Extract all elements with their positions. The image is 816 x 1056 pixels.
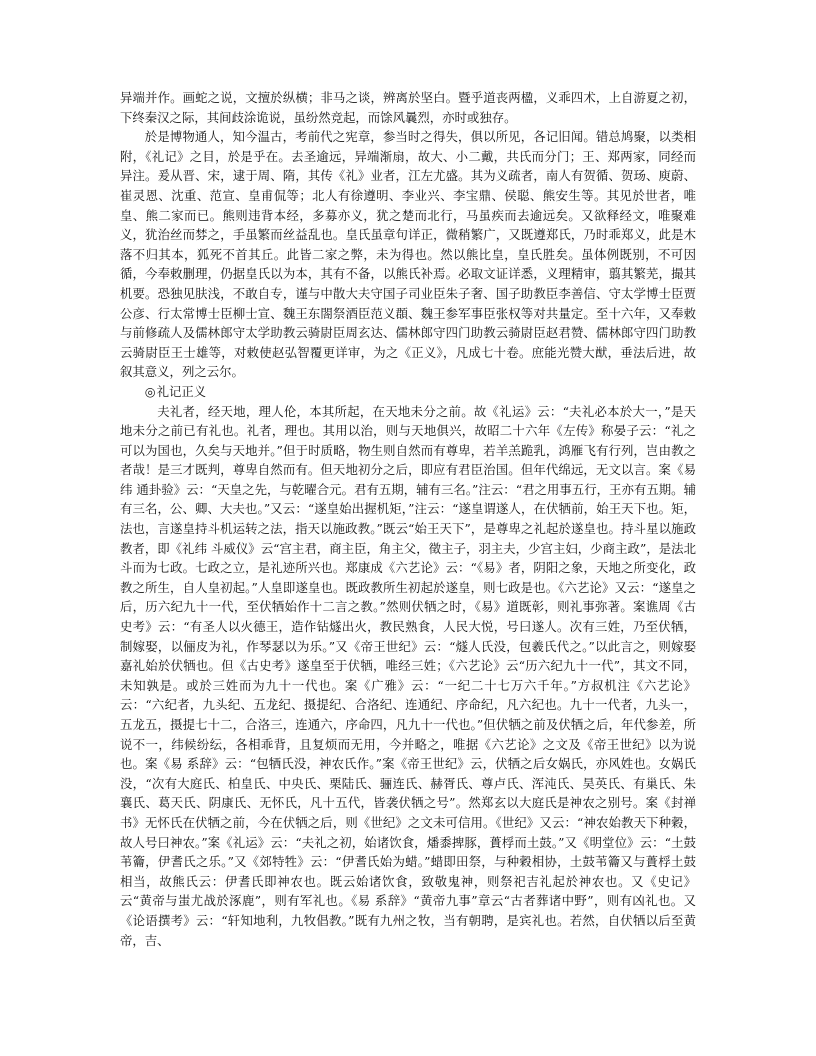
document-page <box>120 88 696 950</box>
paragraph-1: 异端并作。画蛇之说，文擅於纵横；非马之谈，辨离於坚白。暨乎道丧两楹，义乖四术，上自游夏之初，下终秦汉之际，其间歧涂诡说，虽纷然竞起，而馀风曩烈，亦时或独存。 <box>120 90 696 125</box>
paragraph-3: 夫礼者，经天地，理人伦，本其所起，在天地未分之前。故《礼运》云：“夫礼必本於大一，”是天地未分之前已有礼也。礼者，理也。其用以治，则与天地俱兴，故昭二十六年《左传》称晏子云：“礼之可以为国也，久矣与天地并。”但于时质略，物生则自然而有尊卑，若羊羔跪乳，鸿雁飞有行列，岂由教之者哉！是三才既判，尊卑自然而有。但天地初分之后，即应有君臣治国。但年代绵远，无文以言。案《易纬 通卦验》云：“天皇之先，与乾曜合元。君有五期，辅有三名。”注云：“君之用事五行，王亦有五期。辅有三名，公、卿、大夫也。”又云：“遂皇始出握机矩，”注云：“遂皇谓遂人，在伏牺前，始王天下也。矩，法也，言遂皇持斗机运转之法，指天以施政教。”既云“始王天下”，是尊卑之礼起於遂皇也。持斗星以施政教者，即《礼纬 斗威仪》云“宫主君，商主臣，角主父，徵主子，羽主夫，少宫主妇，少商主政”，是法北斗而为七政。七政之立，是礼迹所兴也。郑康成《六艺论》云：“《易》者，阴阳之象，天地之所变化，政教之所生，自人皇初起。”人皇即遂皇也。既政教所生初起於遂皇，则七政是也。《六艺论》又云：“遂皇之后，历六纪九十一代，至伏牺始作十二言之教。”然则伏牺之时，《易》道既彰，则礼事弥著。案谯周《古史考》云：“有圣人以火德王，造作钻燧出火，教民熟食，人民大悦，号曰遂人。次有三姓，乃至伏牺，制嫁娶，以俪皮为礼，作琴瑟以为乐。”又《帝王世纪》云：“燧人氏没，包羲氏代之。”以此言之，则嫁娶嘉礼始於伏牺也。但《古史考》遂皇至于伏牺，唯经三姓；《六艺论》云“历六纪九十一代”，其文不同，未知孰是。或於三姓而为九十一代也。案《广雅》云：“一纪二十七万六千年。”方叔机注《六艺论》云：“六纪者，九头纪、五龙纪、摄提纪、合洛纪、连通纪、序命纪，凡六纪也。九十一代者，九头一，五龙五，摄提七十二，合洛三，连通六，序命四，凡九十一代也。”但伏牺之前及伏牺之后，年代参差，所说不一，纬候纷纭，各相乖背，且复烦而无用，今并略之，唯据《六艺论》之文及《帝王世纪》以为说也。案《易 系辞》云：“包牺氏没，神农氏作。”案《帝王世纪》云，伏牺之后女娲氏，亦风姓也。女娲氏没，“次有大庭氏、柏皇氏、中央氏、栗陆氏、骊连氏、赫胥氏、尊卢氏、浑沌氏、昊英氏、有巢氏、朱襄氏、葛天氏、阴康氏、无怀氏，凡十五代，皆袭伏牺之号”。然郑玄以大庭氏是神农之别号。案《封禅书》无怀氏在伏牺之前，今在伏牺之后，则《世纪》之文未可信用。《世纪》又云：“神农始教天下种穀，故人号曰神农。”案《礼运》云：“夫礼之初，始诸饮食，燔黍捭豚，蕢桴而土鼓。”又《明堂位》云：“土鼓苇籥，伊耆氏之乐。”又《郊特牲》云：“伊耆氏始为蜡。”蜡即田祭，与种穀相协，土鼓苇籥又与蕢桴土鼓相当，故熊氏云：伊耆氏即神农也。既云始诸饮食，致敬鬼神，则祭祀吉礼起於神农也。又《史记》云“黄帝与蚩尤战於涿鹿”，则有军礼也。《易 系辞》“黄帝九事”章云“古者葬诸中野”，则有凶礼也。又《论语撰考》云：“轩知地利，九牧倡教。”既有九州之牧，当有朝聘，是宾礼也。若然，自伏牺以后至黄帝，吉、 <box>120 403 696 948</box>
paragraph-2: 於是博物通人，知今温古，考前代之宪章，参当时之得失，俱以所见，各记旧闻。错总鸠聚，以类相附，《礼记》之目，於是乎在。去圣逾远，异端渐扇，故大、小二戴，共氏而分门；王、郑两家，同经而异注。爰从晋、宋，逮于周、隋，其传《礼》业者，江左尤盛。其为义疏者，南人有贺循、贺玚、庾蔚、崔灵恩、沈重、范宣、皇甫侃等；北人有徐遵明、李业兴、李宝鼎、侯聪、熊安生等。其见於世者，唯皇、熊二家而已。熊则违背本经，多募亦义，犹之楚而北行，马虽疾而去逾远矣。又欲释经文，唯聚难义，犹治丝而棼之，手虽繁而丝益乱也。皇氏虽章句详正，微稍繁广，又既遵郑氏，乃时乖郑义，此是木落不归其本，狐死不首其丘。此皆二家之弊，未为得也。然以熊比皇，皇氏胜矣。虽体例既别，不可因循，今奉敕删理，仍据皇氏以为本，其有不备，以熊氏补焉。必取文证详悉，义理精审，翦其繁芜，撮其机要。恐独见肤浅，不敢自专，谨与中散大夫守国子司业臣朱子奢、国子助教臣李善信、守太学博士臣贾公彦、行太常博士臣柳士宣、魏王东閤祭酒臣范义頵、魏王参军事臣张权等对共量定。至十六年，又奉敕与前修疏人及儒林郎守太学助教云骑尉臣周玄达、儒林郎守四门助教云骑尉臣赵君赞、儒林郎守四门助教云骑尉臣王士雄等，对敕使赵弘智覆更详审，为之《正义》，凡成七十卷。庶能光赞大猷，垂法后进，故叙其意义，列之云尔。 <box>120 129 696 380</box>
circle-bullet-icon: ◎ <box>144 383 156 399</box>
section-heading <box>120 382 696 402</box>
section-heading-text: 礼记正义 <box>156 383 207 399</box>
